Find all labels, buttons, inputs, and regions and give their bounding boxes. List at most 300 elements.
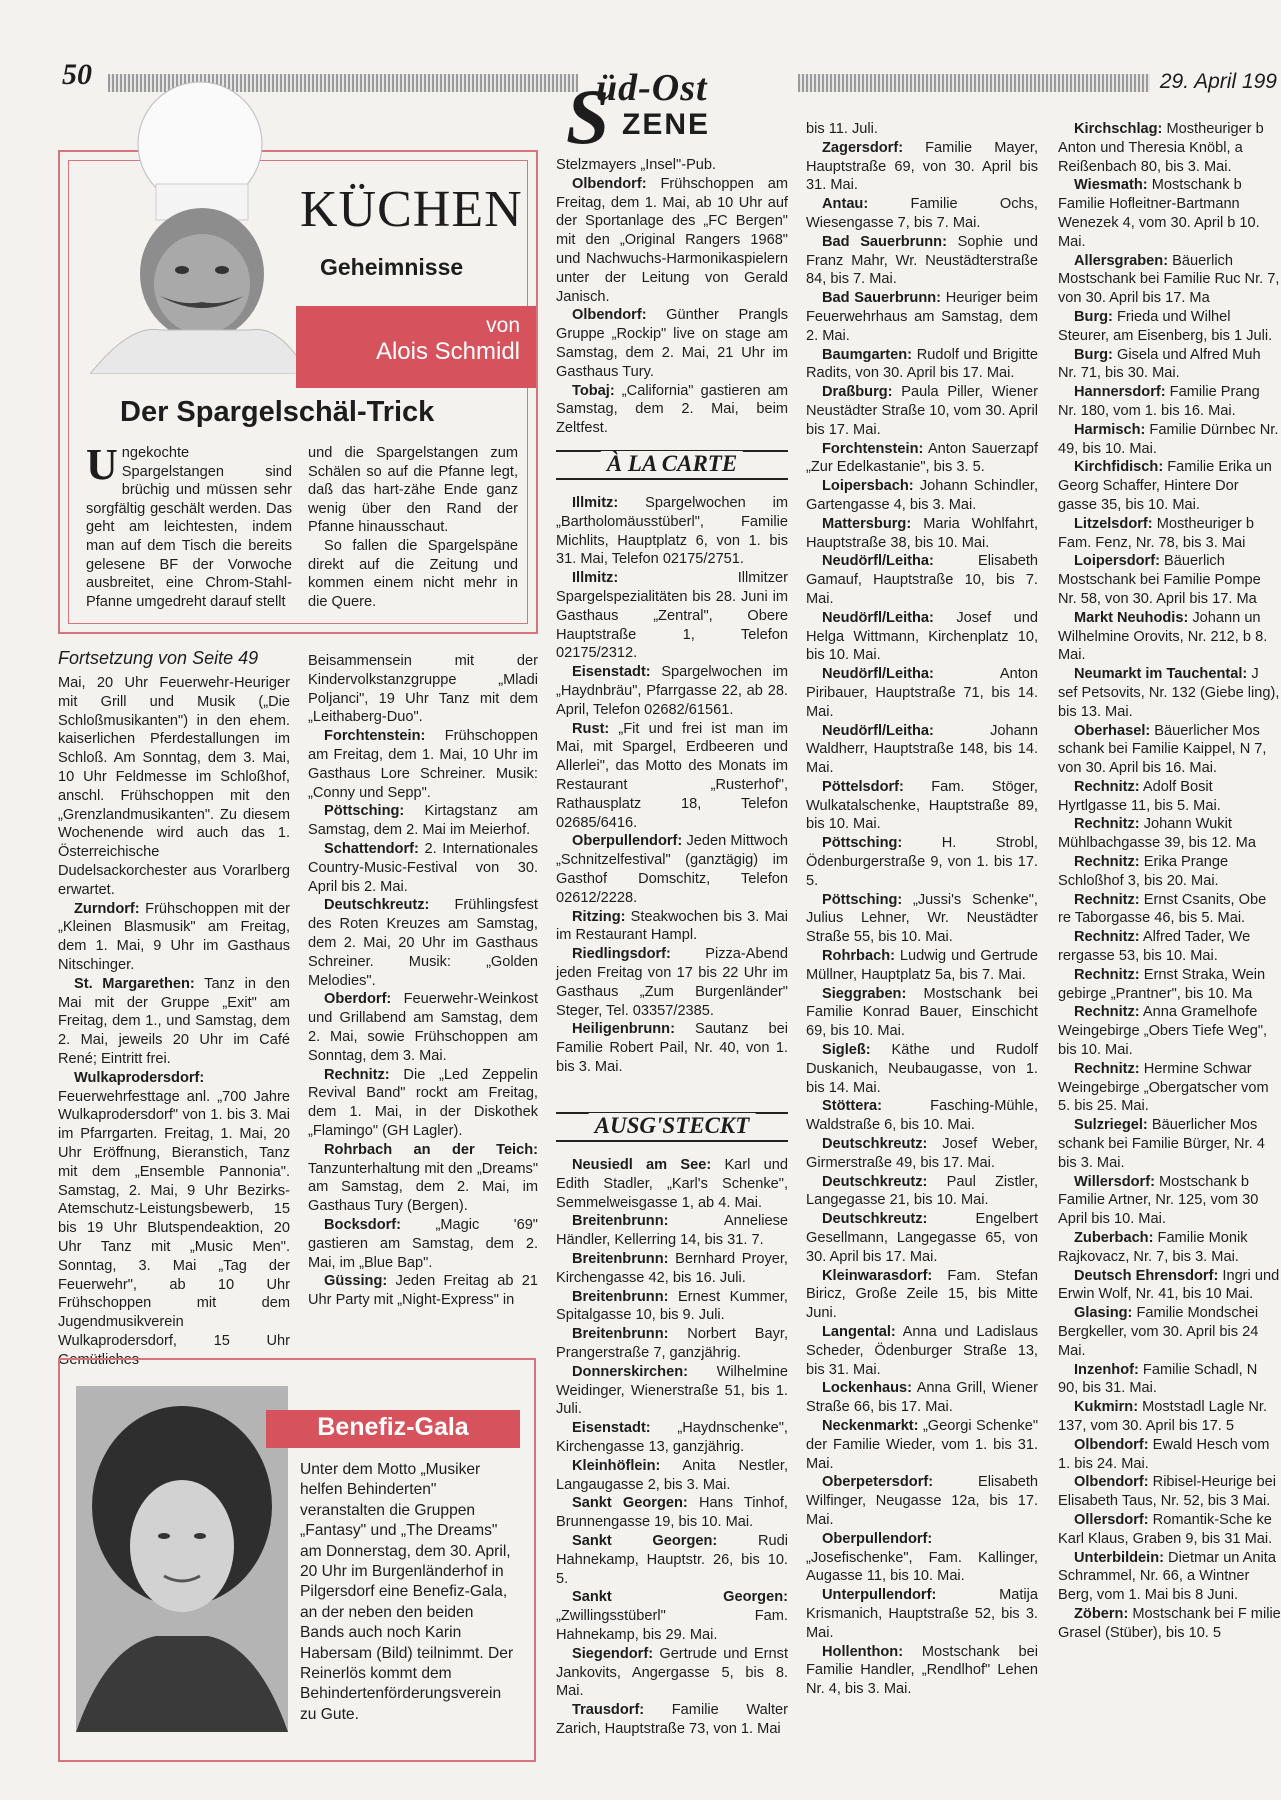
listing-text: Anton Piribauer, Hauptstraße 71, bis 14. Mai.: [806, 666, 1038, 720]
listing-entry: [556, 1701, 788, 1739]
listing-text: Frühschoppen am Freitag, dem 1. Mai, ab 10 Uhr auf der Sportanlage des „FC Bergen" mit den „Original Rangers 1968" und Nachwuchs-Harmonikaspielern unter der Leitung von Gerald Janisch.: [556, 175, 788, 305]
listing-place: Zurndorf:: [74, 900, 140, 917]
listing-entry: [806, 1173, 1038, 1211]
listing-place: Unterbildein:: [1074, 1549, 1164, 1566]
listing-entry: [1058, 383, 1281, 421]
listing-place: Deutschkreutz:: [822, 1173, 928, 1190]
listing-text: Familie Erika un Georg Schaffer, Hintere Dor gasse 35, bis 10. Mai.: [1058, 459, 1272, 513]
listing-place: Neudörfl/Leitha:: [822, 666, 934, 683]
listing-place: Sigleß:: [822, 1042, 871, 1059]
listing-place: Markt Neuhodis:: [1074, 609, 1189, 626]
column-5: [1058, 120, 1281, 1643]
listing-entry: [806, 289, 1038, 345]
listing-place: Deutsch Ehrensdorf:: [1074, 1267, 1219, 1284]
listing-place: Pöttsching:: [822, 891, 903, 908]
listing-text: „Jussi's Schenke", Julius Lehner, Wr. Neustädter Straße 55, bis 10. Mai.: [806, 891, 1038, 946]
listing-text: H. Strobl, Ödenburgerstraße 9, von 1. bis 17. 5.: [806, 835, 1038, 889]
listing-place: Harmisch:: [1074, 421, 1146, 438]
listing-text: Anna Grill, Wiener Straße 66, bis 17. Mai.: [806, 1380, 1038, 1416]
kitchen-text-right: und die Spargelstangen zum Schälen so auf die Pfanne legt, daß das hart-zähe Ende ganz wenig über den Rand der Pfanne hinausschaut. So fallen die Spargelspäne direkt auf die Zeitung und kommen einem nicht mehr in die Quere.: [308, 445, 518, 610]
listing-text: Elisabeth Wilfinger, Neugasse 12a, bis 17. Mai.: [806, 1474, 1038, 1528]
listing-entry: [1058, 346, 1281, 384]
logo-sued-ost: üd-Ost: [596, 67, 708, 109]
listing-entry: [806, 834, 1038, 890]
listing-place: Olbendorf:: [1074, 1436, 1149, 1453]
column-4: bis 11. Juli. Zagersdorf: Familie Mayer, Hauptstraße 69, von 30. April bis 31. Mai. Antau: Familie Ochs, Wiesengasse 7, bis 7. Mai. Bad Sauerbrunn: Sophie und Franz Mahr, Wr. Neustädterstraße 84, bis 7. Mai. Bad Sauerbrunn: Heuriger beim Feuerwehrhaus am Samstag, dem 2. Mai. Baumgarten: Rudolf und Brigitte Radits, von 30. April bis 17. Mai. Draßburg: Paula Piller, Wiener Neustädter Straße 10, vom 30. April bis 17. Mai. Forchtenstein: Anton Sauerzapf „Zur Edelkastanie", bis 3. 5. Loipersbach: Johann Schindler, Gartengasse 4, bis 3. Mai. Mattersburg: Maria Wohlfahrt, Hauptstraße 38, bis 10. Mai. Neudörfl/Leitha: Elisabeth Gamauf, Hauptstraße 10, bis 7. Mai. Neudörfl/Leitha: Josef und Helga Wittmann, Kirchenplatz 10, bis 10. Mai. Neudörfl/Leitha: Anton Piribauer, Hauptstraße 71, bis 14. Mai. Neudörfl/Leitha: Johann Waldherr, Hauptstraße 148, bis 14. Mai. Pöttelsdorf: Fam. Stöger, Wulkatalschenke, Hauptstraße 89, bis 10. Mai. Pöttsching: H. Strobl, Ödenburgerstraße 9, von 1. bis 17. 5. Pöttsching: „Jussi's Schenke", Julius Lehner, Wr. Neustädter Straße 55, bis 10. Mai. Rohrbach: Ludwig und Gertrude Müllner, Hauptplatz 5a, bis 7. Mai. Sieggraben: Mostschank bei Familie Konrad Bauer, Einschicht 69, bis 10. Mai. Sigleß: Käthe und Rudolf Duskanich, Neubaugasse, von 1. bis 14. Mai. Stöttera: Fasching-Mühle, Waldstraße 6, bis 10. Mai. Deutschkreutz: Josef Weber, Girmerstraße 49, bis 17. Mai. Deutschkreutz: Paul Zistler, Langegasse 21, bis 10. Mai. Deutschkreutz: Engelbert Gesellmann, Langegasse 65, von 30. April bis 17. Mai. Kleinwarasdorf: Fam. Stefan Biricz, Große Zeile 15, bis Mitte Juni. Langental: Anna und Ladislaus Scheder, Ödenburger Straße 13, bis 31. Mai. Lockenhaus: Anna Grill, Wiener Straße 66, bis 17. Mai. Neckenmarkt: „Georgi Schenke" der Familie Wieder, vom 1. bis 31. Mai. Oberpetersdorf: Elisabeth Wilfinger, Neugasse 12a, bis 17. Mai. Oberpullendorf: „Josefischenke", Fam. Kallinger, Augasse 11, bis 10. Mai. Unterpullendorf: Matija Krismanich, Hauptstraße 52, bis 3. Mai. Hollenthon: Mostschank bei Familie Handler, „Rendlhof" Lehen Nr. 4, bis 3. Mai.: [806, 121, 1038, 1698]
listing-entry: [1058, 1473, 1281, 1511]
listing-entry: [556, 832, 788, 907]
listing-place: Burg:: [1074, 308, 1113, 325]
listing-text: Sautanz bei Familie Robert Pail, Nr. 40, von 1. bis 3. Mai.: [556, 1021, 788, 1075]
listing-text: Feuerwehr-Weinkost und Grillabend am Samstag, dem 2. Mai, sowie Frühschoppen am Sonntag, dem 3. Mai.: [308, 991, 538, 1064]
listing-entry: [1058, 1436, 1281, 1474]
listing-entry: [556, 1588, 788, 1644]
listing-entry: [1058, 1605, 1281, 1643]
listing-text: Feuerwehrfesttage anl. „700 Jahre Wulkaprodersdorf" von 1. bis 3. Mai im Pfarrgarten. Freitag, 1. Mai, 20 Uhr Eröffnung, Bieranstich, Tanz mit dem „Ensemble Pannonia". Samstag, 2. Mai, 9 Uhr Bezirks-Atemschutz-Leistungsbewerb, 15 bis 19 Uhr Blutspendeaktion, 20 Uhr Tanz mit „Music Men". Sonntag, 3. Mai „Tag der Feuerwehr", ab 10 Uhr Frühschoppen mit dem Jugendmusikverein Wulkaprodersdorf, 15 Uhr Gemütliches: [58, 1088, 290, 1368]
a-la-carte-list: [556, 494, 788, 1077]
listing-entry: [806, 195, 1038, 233]
dropcap: U: [86, 440, 118, 489]
listing-text: Spargelwochen im „Bartholomäusstüberl", Familie Michlits, Hauptplatz 6, von 1. bis 31. Mai, Telefon 02175/2751.: [556, 495, 788, 568]
listing-place: Ritzing:: [572, 908, 626, 925]
listing-place: Rechnitz:: [1074, 1060, 1140, 1077]
listing-entry: [556, 1363, 788, 1419]
listing-entry: [806, 1097, 1038, 1135]
listing-entry: [308, 802, 538, 840]
listing-entry: [1058, 1549, 1281, 1605]
listing-place: Kirchfidisch:: [1074, 459, 1164, 476]
listing-place: Riedlingsdorf:: [572, 946, 671, 963]
listing-place: Loipersbach:: [822, 478, 914, 495]
ausgsteckt-list: [556, 1156, 788, 1739]
listing-text: Paul Zistler, Langegasse 21, bis 10. Mai.: [806, 1173, 1038, 1209]
listing-place: Sieggraben:: [822, 985, 907, 1002]
listing-place: Sankt Georgen:: [572, 1532, 718, 1549]
listing-place: Olbendorf:: [572, 307, 647, 324]
header-rule-right: [798, 74, 1150, 92]
listing-text: Familie Prang Nr. 180, vom 1. bis 16. Mai.: [1058, 384, 1260, 419]
listing-entry: [58, 900, 290, 975]
listing-text: Anna und Ladislaus Scheder, Ödenburger Straße 13, bis 31. Mai.: [806, 1324, 1038, 1378]
listing-entry: [806, 383, 1038, 439]
listing-place: Pöttsching:: [822, 835, 903, 852]
listing-text: Erika Prange Schloßhof 3, bis 20. Mai.: [1058, 854, 1229, 889]
listing-place: Bocksdorf:: [324, 1216, 402, 1233]
listing-place: Neusiedl am See:: [572, 1157, 712, 1173]
listing-entry: [806, 985, 1038, 1041]
listing-text: Frühlingsfest des Roten Kreuzes am Samstag, dem 2. Mai, 20 Uhr im Gasthaus Schreiner. Musik: „Golden Melodies".: [308, 897, 538, 989]
listing-entry: [556, 663, 788, 719]
listing-entry: [806, 665, 1038, 721]
listing-entry: [806, 233, 1038, 289]
listing-text: Hans Tinhof, Brunnengasse 19, bis 10. Mai.: [556, 1495, 788, 1531]
listing-text: Bernhard Proyer, Kirchengasse 42, bis 16. Juli.: [556, 1250, 788, 1286]
listing-text: Mostschank bei F milie Grasel (Stüber), bis 10. 5: [1058, 1605, 1281, 1641]
listing-place: Oberpetersdorf:: [822, 1474, 934, 1491]
listing-place: Neumarkt im Tauchental:: [1074, 666, 1248, 683]
author-name: Alois Schmidl: [375, 338, 520, 365]
listing-place: Deutschkreutz:: [324, 897, 430, 914]
listing-place: Güssing:: [324, 1273, 388, 1290]
listing-text: J sef Petsovits, Nr. 132 (Giebe ling), bis 13. Mai.: [1058, 666, 1280, 720]
listing-entry: [806, 515, 1038, 553]
listing-place: Unterpullendorf:: [822, 1587, 937, 1604]
listing-text: Mostheuriger b Fam. Fenz, Nr. 78, bis 3. Mai: [1058, 515, 1255, 551]
listing-entry: [1058, 1267, 1281, 1305]
listing-place: Baumgarten:: [822, 346, 913, 363]
listing-place: Glasing:: [1074, 1305, 1133, 1322]
kitchen-title: KÜCHEN: [300, 181, 523, 238]
listing-place: Hannersdorf:: [1074, 384, 1166, 401]
listing-text: „Magic '69" gastieren am Samstag, dem 2. Mai, im „Blue Bap".: [308, 1216, 538, 1271]
listing-entry: [806, 1041, 1038, 1097]
listing-text: Mostschank bei Familie Handler, „Rendlhof" Lehen Nr. 4, bis 3. Mai.: [806, 1643, 1038, 1698]
listing-text: Mostschank b Familie Artner, Nr. 125, vom 30 April bis 10. Mai.: [1058, 1173, 1259, 1228]
listing-entry: [556, 1212, 788, 1250]
listing-place: Pöttelsdorf:: [822, 778, 904, 795]
listing-entry: [1058, 1229, 1281, 1267]
listing-entry: [806, 139, 1038, 195]
logo-szene: ZENE: [622, 108, 711, 141]
listing-text: „California" gastieren am Samstag, dem 2. Mai, beim Zeltfest.: [556, 382, 788, 437]
listing-entry: [1058, 928, 1281, 966]
listing-text: Ernst Straka, Wein gebirge „Prantner", bis 10. Ma: [1058, 966, 1266, 1002]
listing-text: Illmitzer Spargelspezialitäten bis 28. Juni im Gasthaus „Zentral", Obere Hauptstraße 1, Telefon 02175/2312.: [556, 570, 788, 662]
listing-entry: [806, 1586, 1038, 1642]
listing-text: Sophie und Franz Mahr, Wr. Neustädterstraße 84, bis 7. Mai.: [806, 233, 1038, 288]
kitchen-subtitle: Geheimnisse: [320, 254, 464, 280]
listing-text: Johann Wukit Mühlbachgasse 39, bis 12. Ma: [1058, 816, 1256, 852]
listing-entry: [806, 722, 1038, 778]
listing-place: Draßburg:: [822, 384, 893, 401]
listing-entry: [556, 1325, 788, 1363]
listing-place: Rechnitz:: [1074, 1004, 1140, 1021]
listing-text: Familie Monik Rajkovacz, Nr. 7, bis 3. Mai.: [1058, 1230, 1248, 1265]
listing-text: Steakwochen bis 3. Mai im Restaurant Hampl.: [556, 908, 788, 944]
listing-entry: [308, 840, 538, 896]
page-number: 50: [62, 58, 92, 91]
listing-text: Frieda und Wilhel Steurer, am Eisenberg, bis 1 Juli.: [1058, 308, 1273, 344]
listing-entry: [308, 1141, 538, 1216]
listing-text: Familie Schadl, N 90, bis 31. Mai.: [1058, 1361, 1258, 1397]
listing-text: Frühschoppen mit der „Kleinen Blasmusik" am Freitag, dem 1. Mai, 9 Uhr im Gasthaus Nitschinger.: [58, 900, 290, 973]
listing-text: Alfred Tader, We rergasse 53, bis 10. Mai.: [1058, 929, 1251, 965]
listing-place: Zagersdorf:: [822, 139, 904, 156]
column-1: Mai, 20 Uhr Feuerwehr-Heuriger mit Grill und Musik („Die Schloßmusikanten") in den ehem. kaiserlichen Pferdestallungen im Schloß. Am Sonntag, dem 3. Mai, 10 Uhr Feldmesse im Schloßhof, anschl. Frühschoppen mit den „Grenzlandmusikanten". Zu diesem Wochenende wird auch das 1. Österreichische Dudelsackorchester aus Vorarlberg erwartet. Zurndorf: Frühschoppen mit der „Kleinen Blasmusik" am Freitag, dem 1. Mai, 9 Uhr im Gasthaus Nitschinger. St. Margarethen: Tanz in den Mai mit der Gruppe „Exit" am Freitag, dem 1., und Samstag, dem 2. Mai, jeweils 20 Uhr im Café René; Eintritt frei. Wulkaprodersdorf: Feuerwehrfesttage anl. „700 Jahre Wulkaprodersdorf" von 1. bis 3. Mai im Pfarrgarten. Freitag, 1. Mai, 20 Uhr Eröffnung, Bieranstich, Tanz mit dem „Ensemble Pannonia". Samstag, 2. Mai, 9 Uhr Bezirks-Atemschutz-Leistungsbewerb, 15 bis 19 Uhr Blutspendeaktion, 20 Uhr Tanz mit „Music Men". Sonntag, 3. Mai „Tag der Feuerwehr", ab 10 Uhr Frühschoppen mit dem Jugendmusikverein Wulkaprodersdorf, 15 Uhr Gemütliches: [58, 675, 290, 1368]
listing-entry: [806, 1267, 1038, 1323]
listing-place: Langental:: [822, 1324, 896, 1340]
listing-place: Rohrbach an der Teich:: [324, 1141, 538, 1158]
listing-place: Oberdorf:: [324, 991, 392, 1008]
listing-entry: [1058, 966, 1281, 1004]
listing-place: Trausdorf:: [572, 1702, 645, 1719]
listing-entry: [1058, 1511, 1281, 1549]
listing-place: Breitenbrunn:: [572, 1288, 669, 1305]
listing-place: Mattersburg:: [822, 515, 912, 532]
listing-text: Spargelwochen im „Haydnbräu", Pfarrgasse 22, ab 28. April, Telefon 02682/61561.: [556, 664, 788, 718]
listing-text: „Fit und frei ist man im Mai, mit Spargel, Erdbeeren und Allerlei", das Motto des Monats im Restaurant „Rusterhof", Rathausplatz 18, Telefon 02685/6416.: [556, 720, 788, 831]
listing-text: Familie Walter Zarich, Hauptstraße 73, von 1. Mai: [556, 1702, 788, 1737]
listing-place: Inzenhof:: [1074, 1361, 1139, 1378]
listing-entry: [556, 1419, 788, 1457]
listing-place: Neudörfl/Leitha:: [822, 609, 934, 626]
listing-place: Rechnitz:: [1074, 816, 1140, 833]
listing-place: Oberhasel:: [1074, 722, 1151, 739]
listing-text: Paula Piller, Wiener Neustädter Straße 10, vom 30. April bis 17. Mai.: [806, 384, 1038, 438]
listing-place: Kukmirn:: [1074, 1399, 1139, 1416]
listing-place: Willersdorf:: [1074, 1173, 1155, 1190]
listing-text: Kirtagstanz am Samstag, dem 2. Mai im Meierhof.: [308, 803, 538, 839]
listing-text: Bäuerlich Mostschank bei Familie Pompe Nr. 58, von 30. April bis 17. Ma: [1058, 553, 1261, 607]
listing-place: Donnerskirchen:: [572, 1363, 688, 1380]
chef-photo: [90, 74, 308, 374]
listing-entry: [308, 727, 538, 802]
listing-entry: [556, 494, 788, 569]
listing-entry: [556, 1250, 788, 1288]
listing-entry: [1058, 421, 1281, 459]
listing-place: Stöttera:: [822, 1098, 882, 1115]
listing-text: Josef und Helga Wittmann, Kirchenplatz 10, bis 10. Mai.: [806, 609, 1038, 664]
listing-text: Heuriger beim Feuerwehrhaus am Samstag, dem 2. Mai.: [806, 290, 1038, 344]
listing-text: Bäuerlicher Mos schank bei Familie Kaippel, N 7, von 30. April bis 16. Mai.: [1058, 722, 1267, 777]
listing-text: Moststadl Lagle Nr. 137, vom 30. April bis 17. 5: [1058, 1399, 1268, 1434]
listing-place: Zöbern:: [1074, 1605, 1129, 1622]
listing-entry: [806, 1135, 1038, 1173]
listing-entry: [1058, 1304, 1281, 1360]
listing-place: Oberpullendorf:: [822, 1530, 933, 1547]
listing-entry: [1058, 722, 1281, 778]
listing-text: Jeden Mittwoch „Schnitzelfestival" (ganztägig) im Gasthof Domschitz, Telefon 02612/2228.: [556, 833, 788, 906]
listing-place: Kirchschlag:: [1074, 121, 1163, 137]
listing-text: Familie Mondschei Bergkeller, vom 30. April bis 24 Mai.: [1058, 1305, 1259, 1359]
listing-text: Rudolf und Brigitte Radits, von 30. April bis 17. Mai.: [806, 346, 1038, 382]
listing-entry: [556, 1494, 788, 1532]
listing-place: Illmitz:: [572, 570, 619, 587]
listing-text: Jeden Freitag ab 21 Uhr Party mit „Night-Express" in: [308, 1273, 538, 1309]
listing-text: Elisabeth Gamauf, Hauptstraße 10, bis 7. Mai.: [806, 553, 1038, 607]
listing-text: Familie Ochs, Wiesengasse 7, bis 7. Mai.: [806, 196, 1038, 231]
listing-text: Tanz in den Mai mit der Gruppe „Exit" am Freitag, dem 1., und Samstag, dem 2. Mai, jeweils 20 Uhr im Café René; Eintritt frei.: [58, 975, 290, 1067]
listing-entry: [1058, 778, 1281, 816]
listing-place: Rechnitz:: [1074, 778, 1140, 795]
issue-date: 29. April 199: [1159, 70, 1277, 93]
listing-entry: [556, 382, 788, 438]
listing-entry: [1058, 120, 1281, 176]
listing-place: Kleinhöflein:: [572, 1457, 661, 1474]
listing-entry: [1058, 815, 1281, 853]
listing-entry: [556, 306, 788, 381]
listing-text: Anita Nestler, Langaugasse 2, bis 3. Mai.: [556, 1457, 788, 1493]
listing-place: Ollersdorf:: [1074, 1511, 1149, 1528]
section-a-la-carte: À LA CARTE: [556, 450, 788, 480]
listing-place: Lockenhaus:: [822, 1380, 913, 1397]
listing-entry: [806, 1473, 1038, 1529]
listing-entry: [1058, 1361, 1281, 1399]
listing-text: Gertrude und Ernst Jankovits, Angergasse 5, bis 8. Mai.: [556, 1645, 788, 1700]
author-von: von: [486, 314, 520, 337]
listing-place: Rust:: [572, 720, 610, 737]
listing-entry: [308, 1216, 538, 1272]
listing-text: Dietmar un Anita Schrammel, Nr. 66, a Wintner Berg, vom 1. Mai bis 8 Juni.: [1058, 1549, 1276, 1604]
listing-place: Breitenbrunn:: [572, 1250, 669, 1267]
listing-place: Hollenthon:: [822, 1643, 904, 1660]
listing-place: Breitenbrunn:: [572, 1326, 669, 1343]
listing-entry: [1058, 1398, 1281, 1436]
listing-place: Rechnitz:: [1074, 891, 1140, 908]
column-2: Beisammensein mit der Kindervolkstanzgruppe „Mladi Poljanci", 19 Uhr Tanz mit dem „Leithaberg-Duo". Forchtenstein: Frühschoppen am Freitag, dem 1. Mai, 10 Uhr im Gasthaus Lore Schreiner. Musik: „Conny und Sepp". Pöttsching: Kirtagstanz am Samstag, dem 2. Mai im Meierhof. Schattendorf: 2. Internationales Country-Music-Festival von 30. April bis 2. Mai. Deutschkreutz: Frühlingsfest des Roten Kreuzes am Samstag, dem 2. Mai, 20 Uhr im Gasthaus Schreiner. Musik: „Golden Melodies". Oberdorf: Feuerwehr-Weinkost und Grillabend am Samstag, dem 2. Mai, sowie Frühschoppen am Sonntag, dem 3. Mai. Rechnitz: Die „Led Zeppelin Revival Band" rockt am Freitag, dem 1. Mai, in der Diskothek „Flamingo" (GH Lagler). Rohrbach an der Teich: Tanzunterhaltung mit den „Dreams" am Samstag, dem 2. Mai, im Gasthaus Tury (Bergen). Bocksdorf: „Magic '69" gastieren am Samstag, dem 2. Mai, im „Blue Bap". Güssing: Jeden Freitag ab 21 Uhr Party mit „Night-Express" in: [308, 653, 538, 1309]
listing-text: Maria Wohlfahrt, Hauptstraße 38, bis 10. Mai.: [806, 515, 1038, 551]
listing-place: Sankt Georgen:: [572, 1589, 788, 1606]
listing-place: Rechnitz:: [324, 1066, 390, 1083]
listing-entry: [556, 569, 788, 663]
listing-text: Die „Led Zeppelin Revival Band" rockt am Freitag, dem 1. Mai, in der Diskothek „Flamingo" (GH Lagler).: [308, 1066, 538, 1139]
listing-entry: [806, 1323, 1038, 1379]
listing-entry: [308, 1272, 538, 1310]
listing-entry: [58, 975, 290, 1069]
listing-place: Neudörfl/Leitha:: [822, 722, 934, 739]
listing-entry: [556, 175, 788, 307]
listing-place: Eisenstadt:: [572, 1420, 651, 1437]
listing-text: Fam. Stöger, Wulkatalschenke, Hauptstraße 89, bis 10. Mai.: [806, 778, 1038, 833]
listing-text: Johann Schindler, Gartengasse 4, bis 3. Mai.: [806, 478, 1038, 513]
listing-text: Romantik-Sche ke Karl Klaus, Graben 9, bis 31 Mai.: [1058, 1511, 1273, 1547]
listing-entry: [556, 945, 788, 1020]
listing-entry: [806, 1417, 1038, 1473]
listing-place: Deutschkreutz:: [822, 1211, 928, 1228]
listing-place: Rechnitz:: [1074, 854, 1140, 871]
listing-text: Engelbert Gesellmann, Langegasse 65, von 30. April bis 17. Mai.: [806, 1211, 1038, 1265]
listing-entry: [556, 1156, 788, 1212]
listing-entry: [806, 609, 1038, 665]
listing-text: Mostschank b Familie Hofleitner-Bartmann Wenezek 4, vom 30. April b 10. Mai.: [1058, 177, 1260, 250]
listing-text: Käthe und Rudolf Duskanich, Neubaugasse, von 1. bis 14. Mai.: [806, 1042, 1038, 1096]
listing-place: Oberpullendorf:: [572, 833, 683, 850]
listing-entry: [806, 552, 1038, 608]
listing-entry: [556, 1532, 788, 1588]
listing-text: Karl und Edith Stadler, „Karl's Schenke", Semmelweisgasse 1, ab 4. Mai.: [556, 1157, 788, 1211]
listing-text: Wilhelmine Weidinger, Wienerstraße 51, bis 1. Juli.: [556, 1363, 788, 1418]
listing-place: Antau:: [822, 196, 869, 213]
listing-entry: [308, 990, 538, 1065]
listing-entry: [806, 1379, 1038, 1417]
listing-entry: [1058, 552, 1281, 608]
benefiz-title: Benefiz-Gala: [317, 1413, 469, 1441]
listing-place: Forchtenstein:: [324, 728, 426, 745]
listing-text: „Josefischenke", Fam. Kallinger, Augasse 11, bis 10. Mai.: [806, 1549, 1038, 1585]
listing-place: Loipersdorf:: [1074, 553, 1160, 570]
listing-entry: [806, 1210, 1038, 1266]
listing-place: Zuberbach:: [1074, 1230, 1154, 1247]
listing-entry: [556, 720, 788, 833]
listing-entry: [806, 778, 1038, 834]
listing-entry: [1058, 665, 1281, 721]
listing-place: Rohrbach:: [822, 948, 895, 965]
listing-place: Forchtenstein:: [822, 440, 924, 457]
listing-text: Frühschoppen am Freitag, dem 1. Mai, 10 Uhr im Gasthaus Lore Schreiner. Musik: „Conny und Sepp".: [308, 728, 538, 801]
listing-place: Deutschkreutz:: [822, 1136, 928, 1153]
listing-text: Familie Dürnbec Nr. 49, bis 10. Mai.: [1058, 421, 1279, 457]
listing-entry: [1058, 1060, 1281, 1116]
continuation-note: Fortsetzung von Seite 49: [58, 648, 259, 668]
listing-text: Günther Prangls Gruppe „Rockip" live on stage am Samstag, dem 2. Mai, 21 Uhr im Gasthaus Tury.: [556, 307, 788, 380]
listing-entry: [556, 1288, 788, 1326]
portrait-photo: [76, 1386, 288, 1732]
kitchen-text-left: Ungekochte Spargelstangen sind brüchig und müssen sehr sorgfältig geschält werden. Das geht am leichtesten, indem man auf dem Tisch die bereits gelesene BF der Vorwoche ausbreitet, eine Chrom-Stahl-Pfanne umgedreht darauf stellt: [86, 440, 292, 610]
listing-entry: [1058, 308, 1281, 346]
listing-text: Fasching-Mühle, Waldstraße 6, bis 10. Mai.: [806, 1098, 1038, 1134]
listing-text: Matija Krismanich, Hauptstraße 52, bis 3. Mai.: [806, 1587, 1038, 1641]
listing-place: Schattendorf:: [324, 840, 419, 857]
listing-place: Rechnitz:: [1074, 966, 1140, 983]
listing-place: Wulkaprodersdorf:: [74, 1069, 205, 1086]
listing-place: Pöttsching:: [324, 803, 405, 820]
listing-text: Hermine Schwar Weingebirge „Obergatscher vom 5. bis 25. Mai.: [1058, 1060, 1269, 1115]
listing-text: Ewald Hesch vom 1. bis 24. Mai.: [1058, 1436, 1270, 1472]
listing-text: „Zwillingsstüberl" Fam. Hahnekamp, bis 29. Mai.: [556, 1608, 788, 1643]
listing-entry: [806, 1530, 1038, 1586]
listing-entry: [308, 1066, 538, 1141]
listing-place: Bad Sauerbrunn:: [822, 290, 942, 307]
listing-place: Wiesmath:: [1074, 177, 1148, 194]
listing-place: Olbendorf:: [1074, 1474, 1149, 1491]
listing-entry: [556, 908, 788, 946]
listing-entry: [1058, 458, 1281, 514]
listing-text: Ingri und Erwin Wolf, Nr. 41, bis 10 Mai.: [1058, 1267, 1280, 1303]
listing-entry: [556, 1457, 788, 1495]
listing-place: Sulzriegel:: [1074, 1117, 1148, 1134]
listing-place: Heiligenbrunn:: [572, 1021, 675, 1038]
listing-text: Ludwig und Gertrude Müllner, Hauptplatz 5a, bis 7. Mai.: [806, 948, 1038, 983]
listing-place: Burg:: [1074, 346, 1113, 363]
listing-text: Anton Sauerzapf „Zur Edelkastanie", bis 3. 5.: [806, 440, 1038, 476]
listing-text: Adolf Bosit Hyrtlgasse 11, bis 5. Mai.: [1058, 778, 1221, 814]
listing-place: St. Margarethen:: [74, 975, 195, 992]
listing-entry: [806, 1643, 1038, 1699]
benefiz-text: Unter dem Motto „Musiker helfen Behinderten" veranstalten die Gruppen „Fantasy" und „The Dreams" am Donnerstag, dem 30. April, 20 Uhr im Burgenländerhof in Pilgersdorf eine Benefiz-Gala, an der neben den beiden Bands auch noch Karin Habersam (Bild) teilnimmt. Der Reinerlös kommt dem Behindertenförderungsverein zu Gute.: [300, 1461, 514, 1723]
listing-text: Gisela und Alfred Muh Nr. 71, bis 30. Mai.: [1058, 346, 1261, 382]
listing-text: Rudi Hahnekamp, Hauptstr. 26, bis 10. 5.: [556, 1532, 788, 1587]
listing-entry: [58, 1069, 290, 1370]
listing-entry: [1058, 891, 1281, 929]
listing-text: Anna Gramelhofe Weingebirge „Obers Tiefe Weg", bis 10. Mai.: [1058, 1004, 1268, 1059]
listing-text: „Haydnschenke", Kirchengasse 13, ganzjährig.: [556, 1420, 788, 1455]
listing-text: Mostschank bei Familie Konrad Bauer, Einschicht 69, bis 10. Mai.: [806, 985, 1038, 1040]
listing-entry: [1058, 609, 1281, 665]
listing-text: Mostheuriger b Anton und Theresia Knöbl, a Reißenbach 80, bis 3. Mai.: [1058, 121, 1264, 175]
listing-place: Bad Sauerbrunn:: [822, 233, 947, 250]
listing-text: Bäuerlicher Mos schank bei Familie Bürger, Nr. 4 bis 3. Mai.: [1058, 1117, 1265, 1171]
listing-place: Allersgraben:: [1074, 252, 1169, 269]
listing-text: 2. Internationales Country-Music-Festival von 30. April bis 2. Mai.: [308, 840, 538, 895]
listing-text: Bäuerlich Mostschank bei Familie Ruc Nr. 7, von 30. April bis 17. Ma: [1058, 252, 1280, 307]
listing-place: Tobaj:: [572, 382, 615, 399]
listing-text: Norbert Bayr, Prangerstraße 7, ganzjährig.: [556, 1326, 788, 1361]
article-headline: Der Spargelschäl-Trick: [120, 396, 435, 428]
listing-place: Neckenmarkt:: [822, 1417, 919, 1434]
listing-text: Johann Waldherr, Hauptstraße 148, bis 14. Mai.: [806, 722, 1038, 777]
listing-text: Josef Weber, Girmerstraße 49, bis 17. Mai.: [806, 1136, 1038, 1171]
listing-entry: [1058, 1116, 1281, 1172]
listing-place: Kleinwarasdorf:: [822, 1267, 933, 1284]
column-3: Stelzmayers „Insel"-Pub. Olbendorf: Frühschoppen am Freitag, dem 1. Mai, ab 10 Uhr auf der Sportanlage des „FC Bergen" mit den „Original Rangers 1968" und Nachwuchs-Harmonikaspielern unter der Leitung von Gerald Janisch. Olbendorf: Günther Prangls Gruppe „Rockip" live on stage am Samstag, dem 2. Mai, 21 Uhr im Gasthaus Tury. Tobaj: „California" gastieren am Samstag, dem 2. Mai, beim Zeltfest.: [556, 157, 788, 437]
listing-entry: [806, 891, 1038, 947]
listing-entry: [556, 1645, 788, 1701]
listing-entry: [308, 896, 538, 990]
listing-entry: [1058, 1003, 1281, 1059]
listing-text: Fam. Stefan Biricz, Große Zeile 15, bis Mitte Juni.: [806, 1267, 1038, 1322]
listing-place: Illmitz:: [572, 495, 619, 511]
listing-place: Litzelsdorf:: [1074, 515, 1153, 532]
